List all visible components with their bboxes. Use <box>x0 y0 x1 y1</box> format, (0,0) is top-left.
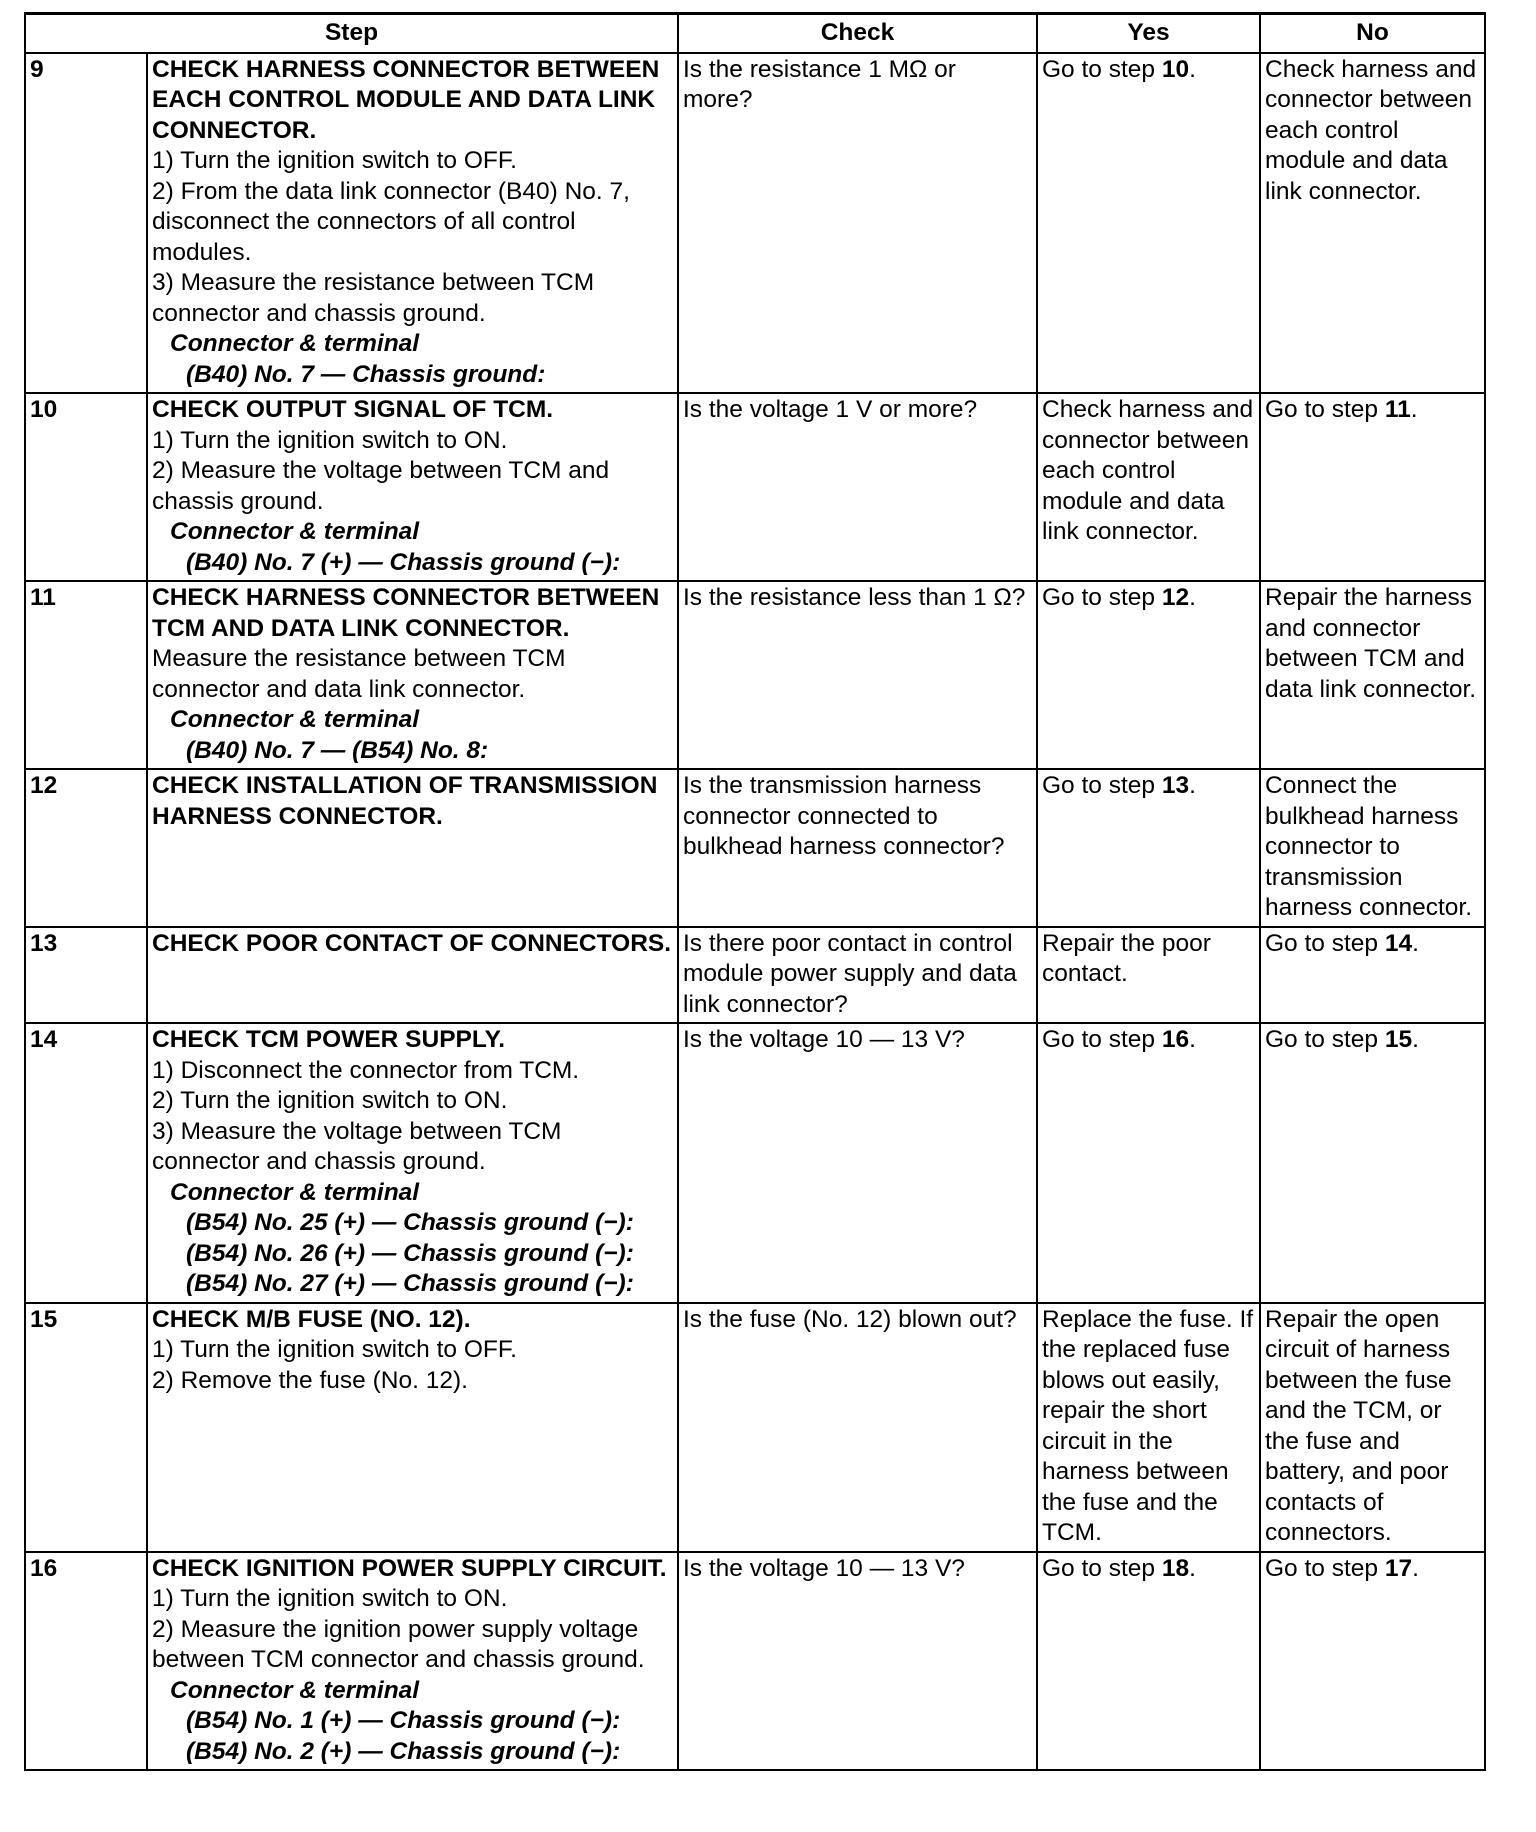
no-cell <box>1260 1023 1485 1303</box>
yes-text-end: . <box>1189 55 1196 83</box>
step-instruction: 3) Measure the voltage between TCM connector and chassis ground. <box>152 1117 562 1175</box>
step-instruction: Measure the resistance between TCM connector and data link connector. <box>152 645 566 703</box>
step-number: 10 <box>25 393 147 581</box>
yes-cell <box>1037 581 1260 769</box>
step-title: CHECK INSTALLATION OF TRANSMISSION HARNESS CONNECTOR. <box>152 772 658 830</box>
step-number: 11 <box>25 581 147 769</box>
yes-text: Go to step <box>1042 1554 1162 1582</box>
step-number: 16 <box>25 1552 147 1771</box>
yes-text: Go to step <box>1042 584 1162 611</box>
yes-text-end: . <box>1189 1554 1196 1582</box>
check-cell: Is the transmission harness connector connected to bulkhead harness connector? <box>678 769 1037 927</box>
table-row <box>25 393 1485 581</box>
connector-terminal-value: (B54) No. 27 (+) — Chassis ground (−): <box>186 1270 634 1297</box>
no-text-end: . <box>1412 1026 1419 1053</box>
step-description <box>147 581 678 769</box>
check-cell: Is the resistance 1 MΩ or more? <box>678 53 1037 394</box>
no-step-ref: 11 <box>1384 396 1411 423</box>
header-check: Check <box>678 14 1037 53</box>
step-title: CHECK POOR CONTACT OF CONNECTORS. <box>152 929 672 957</box>
step-description <box>147 769 678 927</box>
yes-step-ref: 18 <box>1161 1554 1190 1582</box>
check-cell: Is the fuse (No. 12) blown out? <box>678 1303 1037 1552</box>
no-cell <box>1260 393 1485 581</box>
header-no: No <box>1260 14 1485 53</box>
step-instruction: 2) Measure the voltage between TCM and chassis ground. <box>152 457 610 515</box>
no-text: Repair the harness and connector between TCM and data link connector. <box>1265 584 1477 703</box>
no-cell <box>1260 1552 1485 1771</box>
connector-terminal-value: (B54) No. 25 (+) — Chassis ground (−): <box>186 1209 634 1236</box>
no-step-ref: 15 <box>1384 1026 1413 1053</box>
yes-step-ref: 12 <box>1161 584 1190 611</box>
no-text: Go to step <box>1265 929 1385 957</box>
step-instruction: 2) Measure the ignition power supply voltage between TCM connector and chassis ground. <box>152 1615 645 1673</box>
header-yes: Yes <box>1037 14 1260 53</box>
yes-cell <box>1037 927 1260 1024</box>
yes-cell <box>1037 1023 1260 1303</box>
yes-text-end: . <box>1189 1026 1196 1053</box>
step-description <box>147 393 678 581</box>
yes-cell <box>1037 1552 1260 1771</box>
yes-text-end: . <box>1189 772 1196 799</box>
no-step-ref: 17 <box>1384 1554 1413 1582</box>
connector-terminal-value: (B54) No. 26 (+) — Chassis ground (−): <box>186 1239 634 1267</box>
no-text: Go to step <box>1265 1554 1385 1582</box>
step-number: 15 <box>25 1303 147 1552</box>
connector-terminal-value: (B54) No. 1 (+) — Chassis ground (−): <box>186 1707 621 1734</box>
yes-cell <box>1037 769 1260 927</box>
step-number: 13 <box>25 927 147 1024</box>
table-row <box>25 927 1485 1024</box>
yes-step-ref: 10 <box>1161 55 1190 83</box>
step-title: CHECK OUTPUT SIGNAL OF TCM. <box>152 396 554 423</box>
step-instruction: 1) Turn the ignition switch to ON. <box>152 426 508 454</box>
connector-terminal-label: Connector & terminal <box>170 518 420 545</box>
step-number: 14 <box>25 1023 147 1303</box>
yes-step-ref: 13 <box>1161 772 1190 799</box>
yes-text: Go to step <box>1042 772 1162 799</box>
diagnostic-table <box>24 12 1486 1771</box>
connector-terminal-label: Connector & terminal <box>170 330 420 357</box>
no-cell <box>1260 581 1485 769</box>
step-description <box>147 927 678 1024</box>
check-cell: Is there poor contact in control module power supply and data link connector? <box>678 927 1037 1024</box>
yes-cell <box>1037 393 1260 581</box>
table-header-row <box>25 14 1485 53</box>
yes-cell <box>1037 53 1260 394</box>
step-instruction: 2) Remove the fuse (No. 12). <box>152 1366 468 1394</box>
yes-text-end: . <box>1189 584 1196 611</box>
connector-terminal-value: (B40) No. 7 — Chassis ground: <box>186 360 546 388</box>
step-title: CHECK HARNESS CONNECTOR BETWEEN TCM AND DATA LINK CONNECTOR. <box>152 584 660 642</box>
no-text: Go to step <box>1265 1026 1385 1053</box>
check-cell: Is the voltage 1 V or more? <box>678 393 1037 581</box>
yes-text: Go to step <box>1042 1026 1162 1053</box>
connector-terminal-value: (B40) No. 7 (+) — Chassis ground (−): <box>186 548 621 576</box>
step-title: CHECK IGNITION POWER SUPPLY CIRCUIT. <box>152 1554 667 1582</box>
no-text-end: . <box>1412 929 1419 957</box>
no-cell <box>1260 53 1485 394</box>
yes-text: Replace the fuse. If the replaced fuse blows out easily, repair the short circuit in the harness between the fuse and the TCM. <box>1042 1305 1254 1546</box>
no-cell <box>1260 1303 1485 1552</box>
check-cell: Is the voltage 10 — 13 V? <box>678 1023 1037 1303</box>
step-title: CHECK HARNESS CONNECTOR BETWEEN EACH CONTROL MODULE AND DATA LINK CONNECTOR. <box>152 55 660 144</box>
step-instruction: 3) Measure the resistance between TCM connector and chassis ground. <box>152 269 595 327</box>
yes-text: Go to step <box>1042 55 1162 83</box>
step-instruction: 1) Disconnect the connector from TCM. <box>152 1056 580 1084</box>
yes-cell <box>1037 1303 1260 1552</box>
step-instruction: 1) Turn the ignition switch to OFF. <box>152 147 517 174</box>
step-instruction: 2) Turn the ignition switch to ON. <box>152 1087 508 1114</box>
no-text: Repair the open circuit of harness between the fuse and the TCM, or the fuse and battery, and poor contacts of connectors. <box>1265 1305 1452 1546</box>
table-row <box>25 769 1485 927</box>
no-cell <box>1260 927 1485 1024</box>
yes-text: Check harness and connector between each control module and data link connector. <box>1042 396 1254 545</box>
table-row <box>25 53 1485 394</box>
table-row <box>25 1552 1485 1771</box>
step-description <box>147 1303 678 1552</box>
no-text: Check harness and connector between each control module and data link connector. <box>1265 55 1477 205</box>
step-description <box>147 1552 678 1771</box>
check-cell: Is the resistance less than 1 Ω? <box>678 581 1037 769</box>
step-number: 9 <box>25 53 147 394</box>
step-description <box>147 1023 678 1303</box>
table-row <box>25 1303 1485 1552</box>
step-instruction: 1) Turn the ignition switch to ON. <box>152 1585 508 1612</box>
no-text-end: . <box>1410 396 1418 423</box>
step-description <box>147 53 678 394</box>
step-title: CHECK M/B FUSE (NO. 12). <box>152 1305 471 1333</box>
connector-terminal-value: (B54) No. 2 (+) — Chassis ground (−): <box>186 1737 621 1765</box>
connector-terminal-label: Connector & terminal <box>170 1676 420 1704</box>
no-step-ref: 14 <box>1384 929 1413 957</box>
yes-text: Repair the poor contact. <box>1042 929 1211 987</box>
step-number: 12 <box>25 769 147 927</box>
no-text: Go to step <box>1265 396 1385 423</box>
no-cell <box>1260 769 1485 927</box>
no-text-end: . <box>1412 1554 1419 1582</box>
connector-terminal-label: Connector & terminal <box>170 706 420 733</box>
no-text: Connect the bulkhead harness connector to transmission harness connector. <box>1265 772 1473 921</box>
table-row <box>25 581 1485 769</box>
yes-step-ref: 16 <box>1161 1026 1190 1053</box>
check-cell: Is the voltage 10 — 13 V? <box>678 1552 1037 1771</box>
connector-terminal-label: Connector & terminal <box>170 1178 420 1206</box>
step-instruction: 1) Turn the ignition switch to OFF. <box>152 1336 517 1363</box>
header-step: Step <box>25 14 678 53</box>
connector-terminal-value: (B40) No. 7 — (B54) No. 8: <box>186 736 489 764</box>
table-row <box>25 1023 1485 1303</box>
step-title: CHECK TCM POWER SUPPLY. <box>152 1026 506 1053</box>
step-instruction: 2) From the data link connector (B40) No. 7, disconnect the connectors of all control modules. <box>152 177 630 266</box>
